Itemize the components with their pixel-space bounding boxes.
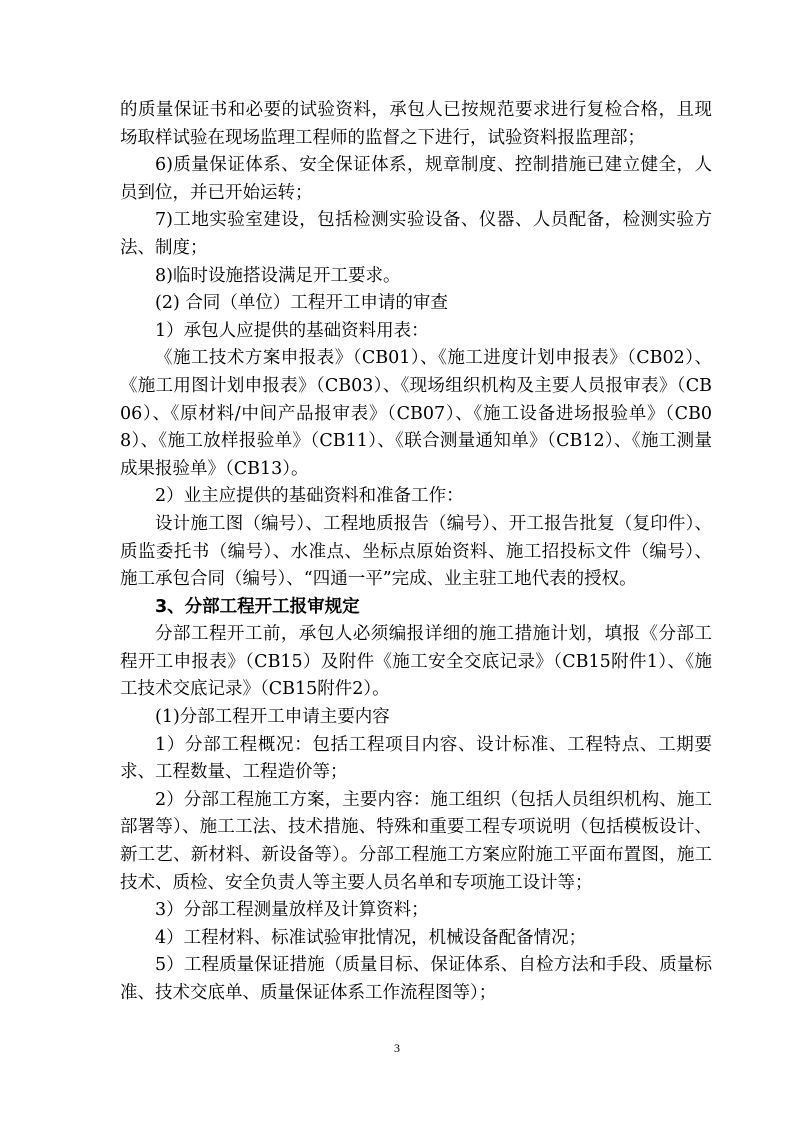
subsection-heading-1: (1)分部工程开工申请主要内容 (155, 707, 390, 728)
paragraph-subproject-intro: 分部工程开工前，承包人必须编报详细的施工措施计划，填报《分部工程开工申报表》（CB15）及附件《施工安全交底记录》（CB15附件1）、《施工技术交底记录》（CB15附件2）。 (120, 624, 712, 700)
paragraph-owner-materials: 设计施工图（编号）、工程地质报告（编号）、开工报告批复（复印件）、质监委托书（编号）、水准点、坐标点原始资料、施工招投标文件（编号）、施工承包合同（编号）、“四通一平”完成、业主驻工地代表的授权。 (120, 513, 712, 590)
document-body (120, 97, 712, 1008)
section-heading-3: 3、分部工程开工报审规定 (155, 596, 360, 617)
paragraph-subitem-1: 1）承包人应提供的基础资料用表： (155, 320, 429, 341)
paragraph-content-1: 1）分部工程概况：包括工程项目内容、设计标准、工程特点、工期要求、工程数量、工程造价等； (120, 734, 712, 783)
paragraph-continuation: 的质量保证书和必要的试验资料，承包人已按规范要求进行复检合格，且现场取样试验在现场监理工程师的监督之下进行，试验资料报监理部； (120, 100, 712, 148)
paragraph-item-6: 6)质量保证体系、安全保证体系，规章制度、控制措施已建立健全，人员到位，并已开始运转； (120, 155, 712, 203)
paragraph-item-8: 8)临时设施搭设满足开工要求。 (155, 265, 401, 286)
paragraph-item-7: 7)工地实验室建设，包括检测实验设备、仪器、人员配备，检测实验方法、制度； (120, 210, 712, 258)
page-number: 3 (394, 1041, 400, 1055)
section-heading-2: (2) 合同（单位）工程开工申请的审查 (155, 293, 448, 314)
paragraph-content-4: 4）工程材料、标准试验审批情况，机械设备配备情况； (155, 927, 587, 948)
paragraph-content-5: 5）工程质量保证措施（质量目标、保证体系、自检方法和手段、质量标准、技术交底单、质量保证体系工作流程图等）； (120, 955, 712, 1003)
paragraph-content-2: 2）分部工程施工方案，主要内容：施工组织（包括人员组织机构、施工部署等）、施工工法、技术措施、特殊和重要工程专项说明（包括模板设计、新工艺、新材料、新设备等）。分部工程施工方案应附施工平面布置图，施工技术、质检、安全负责人等主要人员名单和专项施工设计等； (120, 789, 712, 893)
paragraph-subitem-2: 2）业主应提供的基础资料和准备工作： (155, 486, 464, 507)
paragraph-content-3: 3）分部工程测量放样及计算资料； (155, 900, 429, 921)
paragraph-form-list: 《施工技术方案申报表》（CB01）、《施工进度计划申报表》（CB02）、《施工用图计划申报表》（CB03）、《现场组织机构及主要人员报审表》（CB06）、《原材料/中间产品报审表》（CB07）、《施工设备进场报验单》（CB08）、《施工放样报验单》（CB11）、《联合测量通知单》（CB12）、《施工测量成果报验单》（CB13）。 (120, 348, 712, 479)
